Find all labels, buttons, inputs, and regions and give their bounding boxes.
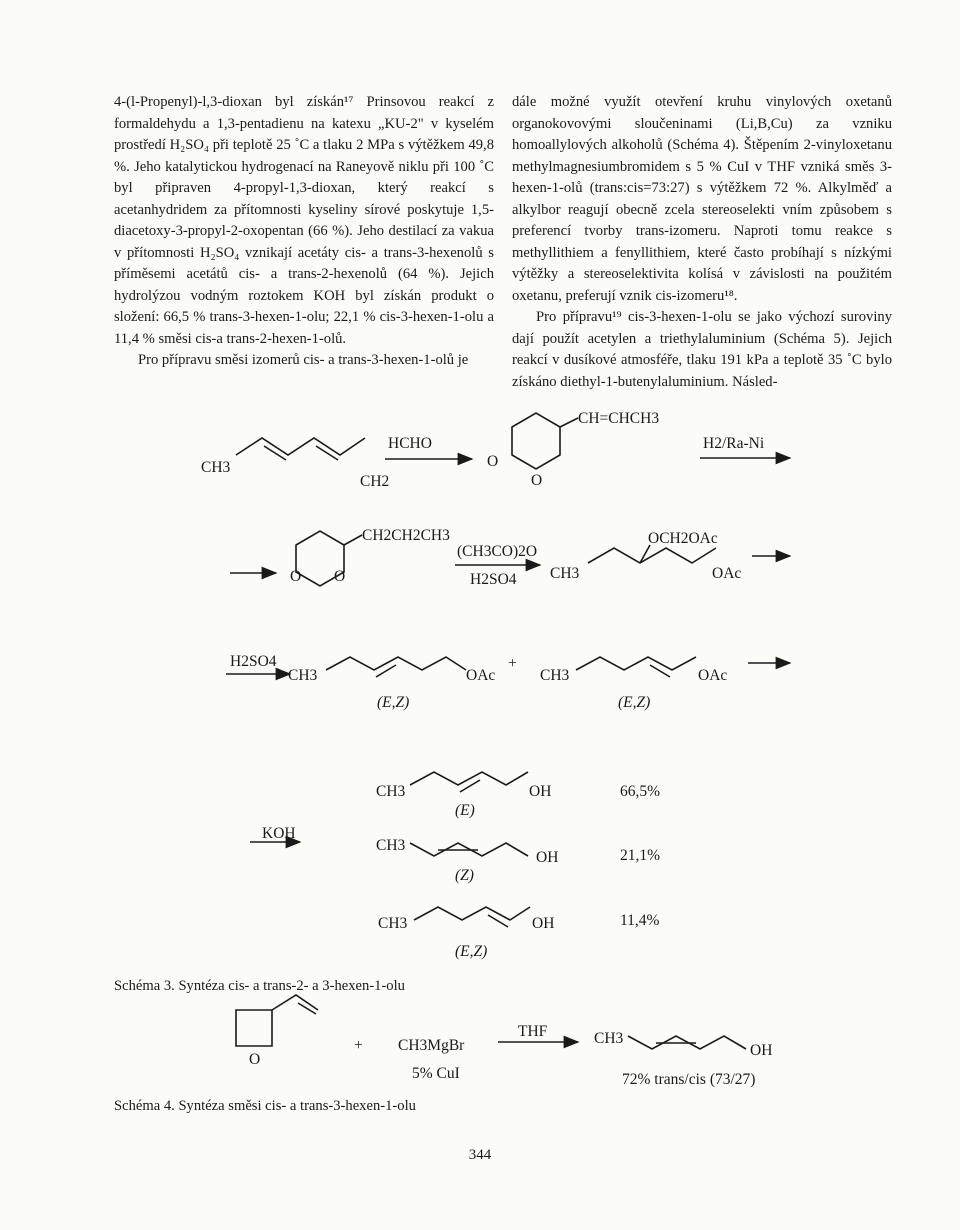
grignard-reagent: CH3MgBr bbox=[398, 1037, 465, 1054]
ch3-label-4: CH3 bbox=[540, 667, 570, 684]
yield-z: 21,1% bbox=[620, 847, 661, 864]
yield-ez: 11,4% bbox=[620, 912, 660, 929]
ch3-label-8: CH3 bbox=[594, 1030, 624, 1047]
ring-o-1a: O bbox=[487, 453, 499, 470]
dioxane-ring-1 bbox=[512, 413, 560, 469]
ch2oac-substituent: OCH2OAc bbox=[648, 530, 718, 547]
oh-label-4: OH bbox=[750, 1042, 773, 1059]
ring-o-1b: O bbox=[531, 472, 543, 489]
oxetane-ring bbox=[236, 1010, 272, 1046]
ch3-label-7: CH3 bbox=[378, 915, 408, 932]
ring-o-2a: O bbox=[290, 568, 302, 585]
yield-e: 66,5% bbox=[620, 783, 661, 800]
left-paragraph-2: Pro přípravu směsi izomerů cis- a trans-3-hexen-1-olů je bbox=[138, 352, 469, 368]
right-paragraph-1: dále možné využít otevření kruhu vinylových oxetanů organokovovými sloučeninami (Li,B,Cu) za vzniku homoallylových alkoholů (Schéma 4). Štěpením 2-vinyloxetanu methylmagnesiumbromidem s 5 % CuI v THF vzniká směs 3-hexen-1-olů (trans:cis=73:27) s výtěžkem 72 %. Alkylměď a alkylbor reagují obecně zcela stereoselekti vním způsobem s preferencí tvorby trans-izomeru. Naproti tomu reakce s methyllithiem a fenyllithiem, které často probíhají s nízkými výtěžky a stereoselektivita kolísá v závislosti na použitém oxetanu, preferují vznik cis-izomeru¹⁸. bbox=[512, 94, 892, 304]
pentadiene-structure bbox=[236, 438, 365, 460]
diacetoxy-chain bbox=[588, 548, 716, 563]
ez-label-1: (E,Z) bbox=[377, 694, 410, 711]
z-label: (Z) bbox=[455, 867, 474, 884]
ch3-label-6: CH3 bbox=[376, 837, 406, 854]
propyl-substituent: CH2CH2CH3 bbox=[362, 527, 450, 544]
cui-catalyst: 5% CuI bbox=[412, 1065, 460, 1082]
scheme4-caption: Schéma 4. Syntéza směsi cis- a trans-3-hexen-1-olu bbox=[114, 1098, 416, 1114]
oh-label-1: OH bbox=[529, 783, 552, 800]
ring-o-2b: O bbox=[334, 568, 346, 585]
plus-sign-1: + bbox=[508, 655, 517, 672]
ch2-label: CH2 bbox=[360, 473, 390, 490]
ch3-label-3: CH3 bbox=[288, 667, 318, 684]
oac-label-1: OAc bbox=[712, 565, 742, 582]
page-number: 344 bbox=[468, 1147, 492, 1163]
ch3-label-2: CH3 bbox=[550, 565, 580, 582]
hexenol-e bbox=[410, 772, 528, 785]
left-paragraph-1: 4-(l-Propenyl)-l,3-dioxan byl získán¹⁷ Prinsovou reakcí z formaldehydu a 1,3-pentadienu na katexu „KU-2" v kyselém prostředí H₂SO₄ při teplotě 25 ˚C a tlaku 2 MPa s výtěžkem 49,8 %. Jeho katalytickou hydrogenací na Raneyově niklu při 100 ˚C byl připraven 4-propyl-1,3-dioxan, který reakcí s acetanhydridem za přítomnosti kyseliny sírové poskytuje 1,5-diacetoxy-3-propyl-2-oxopentan (66 %). Jeho destilací za vakua v přítomnosti H₂SO₄ vznikají acetáty cis- a trans-3-hexenolů s příměsemi acetátů cis- a trans-2-hexenolů (64 %). Jejich hydrolýzou vodným roztokem KOH byl získán produkt o složení: 66,5 % trans-3-hexen-1-olu; 22,1 % cis-3-hexen-1-olu a 11,4 % směsi cis-a trans-2-hexen-1-olů. bbox=[114, 94, 494, 347]
hexenyl-acetate-2 bbox=[576, 657, 696, 670]
plus-sign-2: + bbox=[354, 1037, 363, 1054]
koh-reagent: KOH bbox=[262, 825, 296, 842]
oac-label-3: OAc bbox=[698, 667, 728, 684]
oac-label-2: OAc bbox=[466, 667, 496, 684]
ac2o-reagent: (CH3CO)2O bbox=[457, 543, 538, 560]
thf-solvent: THF bbox=[518, 1023, 548, 1040]
hexenyl-acetate-3 bbox=[326, 657, 466, 670]
oh-label-2: OH bbox=[536, 849, 559, 866]
oxetane-o: O bbox=[249, 1051, 261, 1068]
h2so4-reagent-2: H2SO4 bbox=[230, 653, 277, 670]
propenyl-substituent: CH=CHCH3 bbox=[578, 410, 660, 427]
scheme4-result: 72% trans/cis (73/27) bbox=[622, 1071, 756, 1088]
ez-label-2: (E,Z) bbox=[618, 694, 651, 711]
ch3-label-5: CH3 bbox=[376, 783, 406, 800]
oh-label-3: OH bbox=[532, 915, 555, 932]
hydrogenation-reagent: H2/Ra-Ni bbox=[703, 435, 765, 452]
hexenol-2-ez bbox=[414, 907, 530, 920]
scheme3-caption: Schéma 3. Syntéza cis- a trans-2- a 3-hexen-1-olu bbox=[114, 978, 405, 994]
hcho-reagent: HCHO bbox=[388, 435, 432, 452]
vinyl-group bbox=[272, 995, 318, 1010]
right-paragraph-2: Pro přípravu¹⁹ cis-3-hexen-1-olu se jako výchozí suroviny dají použít acetylen a triethylaluminium (Schéma 5). Jejich reakcí v dusíkové atmosféře, tlaku 191 kPa a teplotě 35 ˚C bylo získáno diethyl-1-butenylaluminium. Násled- bbox=[512, 309, 892, 390]
ez-label-3: (E,Z) bbox=[455, 943, 488, 960]
h2so4-reagent-1: H2SO4 bbox=[470, 571, 517, 588]
e-label: (E) bbox=[455, 802, 475, 819]
ch3-label-1: CH3 bbox=[201, 459, 231, 476]
